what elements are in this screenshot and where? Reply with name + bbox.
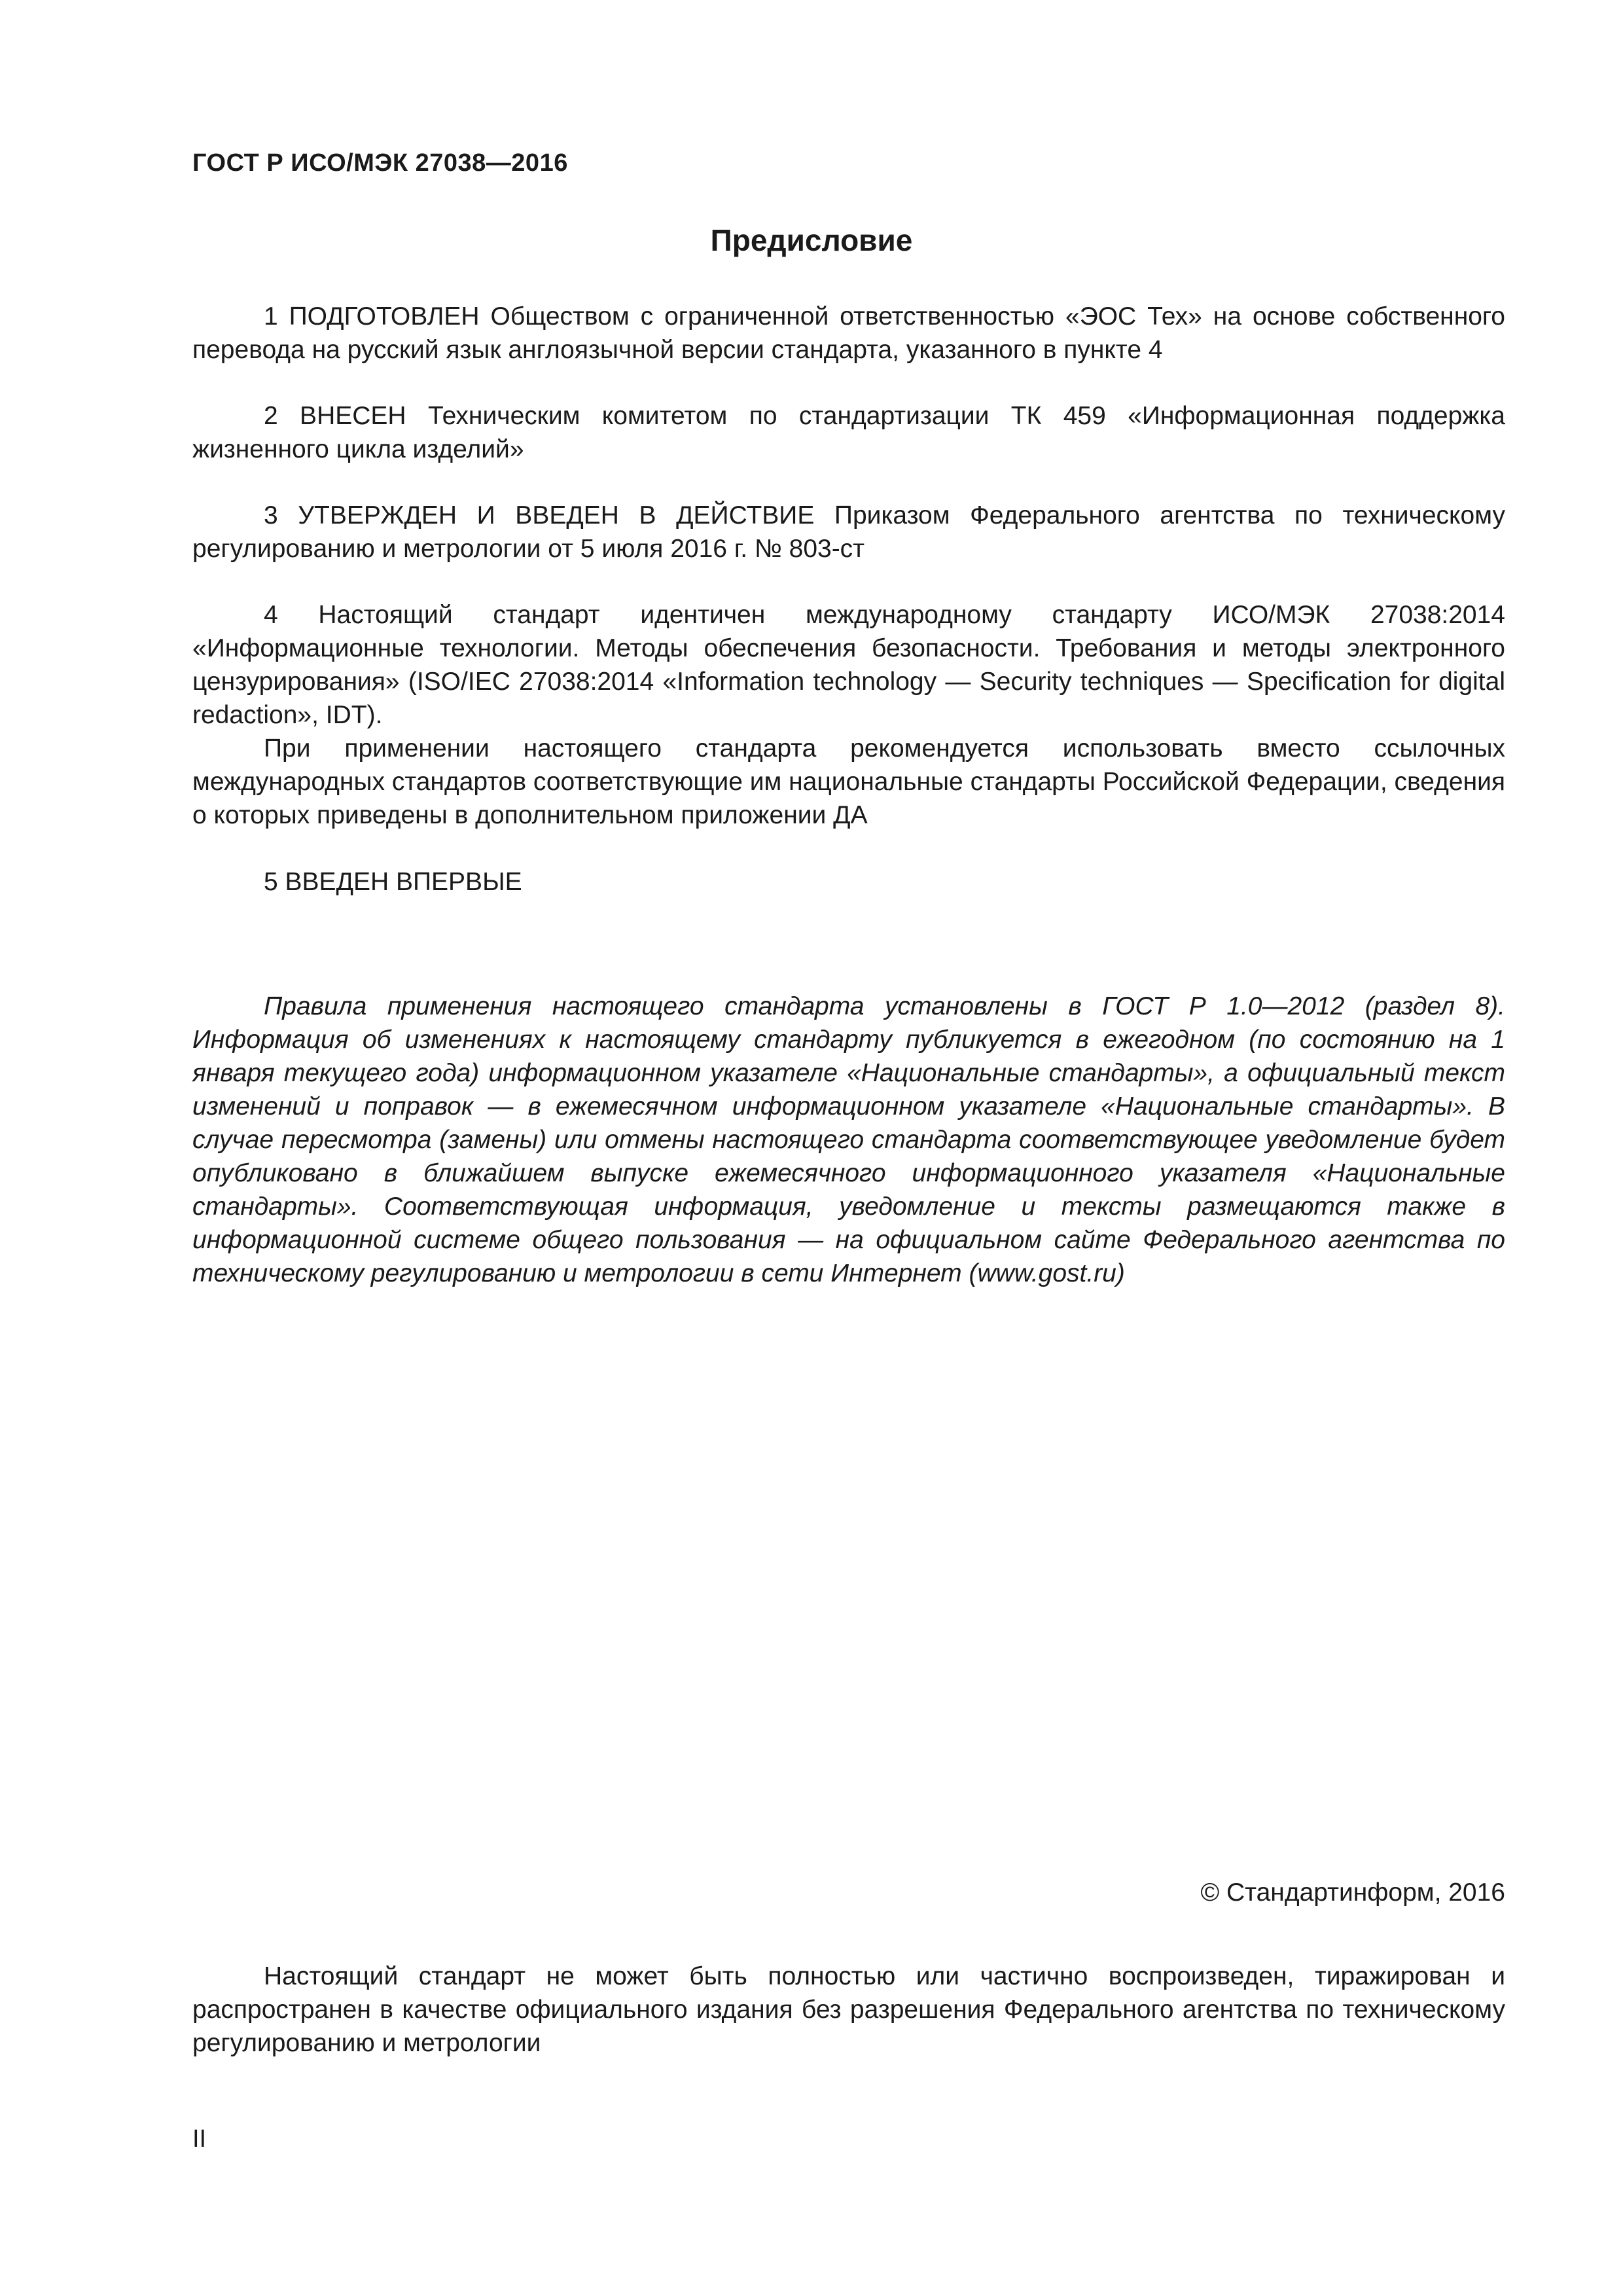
reproduction-notice: Настоящий стандарт не может быть полностью или частично воспроизведен, тиражирован и распространен в качестве официального издания без разрешения Федерального агентства по техническому регулированию и метрологии bbox=[192, 1962, 1505, 2057]
item-5-first-introduced: 5 ВВЕДЕН ВПЕРВЫЕ bbox=[264, 868, 522, 896]
item-2-submitted: 2 ВНЕСЕН Техническим комитетом по стандартизации ТК 459 «Информационная поддержка жизненного цикла изделий» bbox=[192, 402, 1505, 463]
copyright: © Стандартинформ, 2016 bbox=[1200, 1878, 1505, 1907]
item-2-block bbox=[192, 399, 1505, 466]
item-4-application-note: При применении настоящего стандарта рекомендуется использовать вместо ссылочных международных стандартов соответствующие им национальные стандарты Российской Федерации, сведения о которых приведены в дополнительном приложении ДА bbox=[192, 734, 1506, 829]
reproduction-notice-block bbox=[192, 1960, 1505, 2060]
item-4-identical-standard: 4 Настоящий стандарт идентичен международному стандарту ИСО/МЭК 27038:2014 «Информационные технологии. Методы обеспечения безопасности. Требования и методы электронного цензурирования» (ISO/IEC 27038:2014 «Information technology — Security techniques — Specification for digital redaction», IDT). bbox=[192, 601, 1505, 729]
item-3-block bbox=[192, 499, 1505, 565]
rules-notice: Правила применения настоящего стандарта установлены в ГОСТ Р 1.0—2012 (раздел 8). Информация об изменениях к настоящему стандарту публикуется в ежегодном (по состоянию на 1 января текущего года) информационном указателе «Национальные стандарты», а официальный текст изменений и поправок — в ежемесячном информационном указателе «Национальные стандарты». В случае пересмотра (замены) или отмены настоящего стандарта соответствующее уведомление будет опубликовано в ближайшем выпуске ежемесячного информационного указателя «Национальные стандарты». Соответствующая информация, уведомление и тексты размещаются также в информационной системе общего пользования — на официальном сайте Федерального агентства по техническому регулированию и метрологии в сети Интернет (www.gost.ru) bbox=[192, 992, 1505, 1287]
item-5-block bbox=[192, 865, 1505, 899]
item-3-approved: 3 УТВЕРЖДЕН И ВВЕДЕН В ДЕЙСТВИЕ Приказом Федерального агентства по техническому регулированию и метрологии от 5 июля 2016 г. № 803-ст bbox=[192, 501, 1505, 563]
page-title: Предисловие bbox=[710, 223, 913, 257]
rules-notice-block bbox=[192, 990, 1505, 1290]
item-4-block bbox=[192, 598, 1505, 832]
document-code-header: ГОСТ Р ИСО/МЭК 27038—2016 bbox=[192, 149, 568, 177]
page-number: II bbox=[192, 2125, 207, 2153]
item-1-block bbox=[192, 300, 1505, 367]
item-1-prepared: 1 ПОДГОТОВЛЕН Обществом с ограниченной ответственностью «ЭОС Тех» на основе собственного перевода на русский язык англоязычной версии стандарта, указанного в пункте 4 bbox=[192, 302, 1505, 364]
